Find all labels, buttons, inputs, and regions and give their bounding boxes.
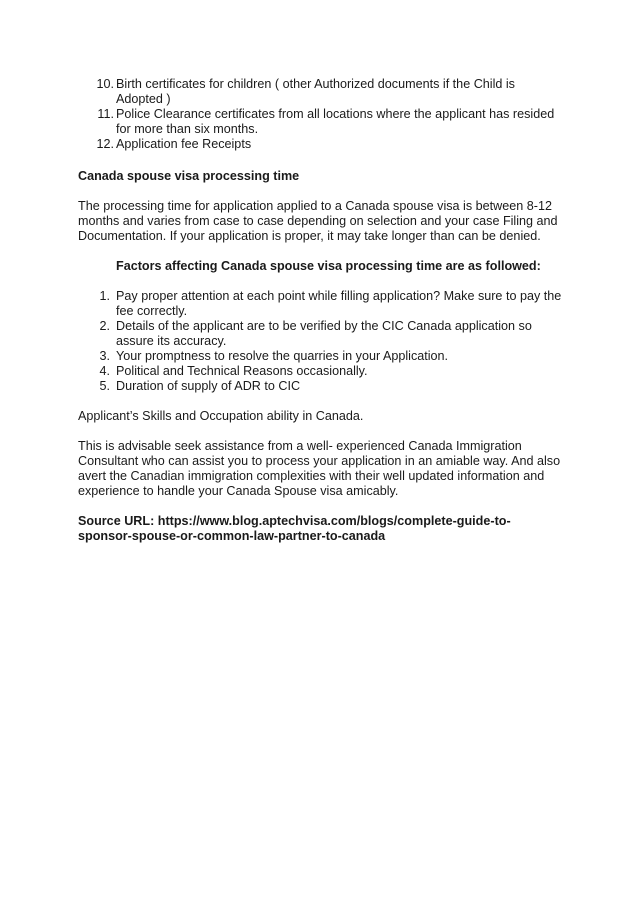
list-item-text: Details of the applicant are to be verified by the CIC Canada application so assure its accuracy. — [116, 319, 532, 348]
list-item-number: 3. — [99, 349, 110, 363]
list-item-text: Birth certificates for children ( other Authorized documents if the Child is Adopted ) — [116, 77, 515, 106]
list-item — [78, 77, 564, 107]
advisable-paragraph: This is advisable seek assistance from a well- experienced Canada Immigration Consultant who can assist you to process your application in an amiable way. And also avert the Canadian immigration complexities with their well updated information and experience to handle your Canada Spouse visa amicably. — [78, 439, 561, 498]
document-content — [78, 77, 564, 544]
list-item-text: Application fee Receipts — [116, 137, 252, 151]
source-url: Source URL: https://www.blog.aptechvisa.com/blogs/complete-guide-to-sponsor-spouse-or-common-law-partner-to-canada — [78, 514, 511, 543]
list-item — [78, 107, 564, 137]
list-item — [78, 319, 564, 349]
skills-paragraph: Applicant’s Skills and Occupation ability in Canada. — [78, 409, 364, 423]
list-item — [78, 379, 564, 394]
list-item-text: Your promptness to resolve the quarries in your Application. — [116, 349, 449, 363]
list-item-number: 1. — [99, 289, 110, 303]
list-item-number: 4. — [99, 364, 110, 378]
factors-heading: Factors affecting Canada spouse visa processing time are as followed: — [116, 259, 541, 273]
list-item — [78, 364, 564, 379]
list-item-number: 2. — [99, 319, 110, 333]
required-documents-list — [78, 77, 564, 152]
list-item-text: Political and Technical Reasons occasionally. — [116, 364, 368, 378]
list-item-number: 12. — [96, 137, 114, 151]
factors-list — [78, 289, 564, 394]
list-item-text: Pay proper attention at each point while filling application? Make sure to pay the fee correctly. — [116, 289, 562, 318]
list-item-number: 5. — [99, 379, 110, 393]
list-item-text: Duration of supply of ADR to CIC — [116, 379, 301, 393]
processing-time-paragraph: The processing time for application applied to a Canada spouse visa is between 8-12 months and varies from case to case depending on selection and your case Filing and Documentation. If your application is proper, it may take longer than can be denied. — [78, 199, 558, 243]
processing-time-heading: Canada spouse visa processing time — [78, 169, 300, 183]
list-item-text: Police Clearance certificates from all locations where the applicant has resided for more than six months. — [116, 107, 555, 136]
list-item — [78, 289, 564, 319]
list-item — [78, 137, 564, 152]
list-item-number: 10. — [96, 77, 114, 91]
list-item-number: 11. — [97, 107, 114, 121]
list-item — [78, 349, 564, 364]
